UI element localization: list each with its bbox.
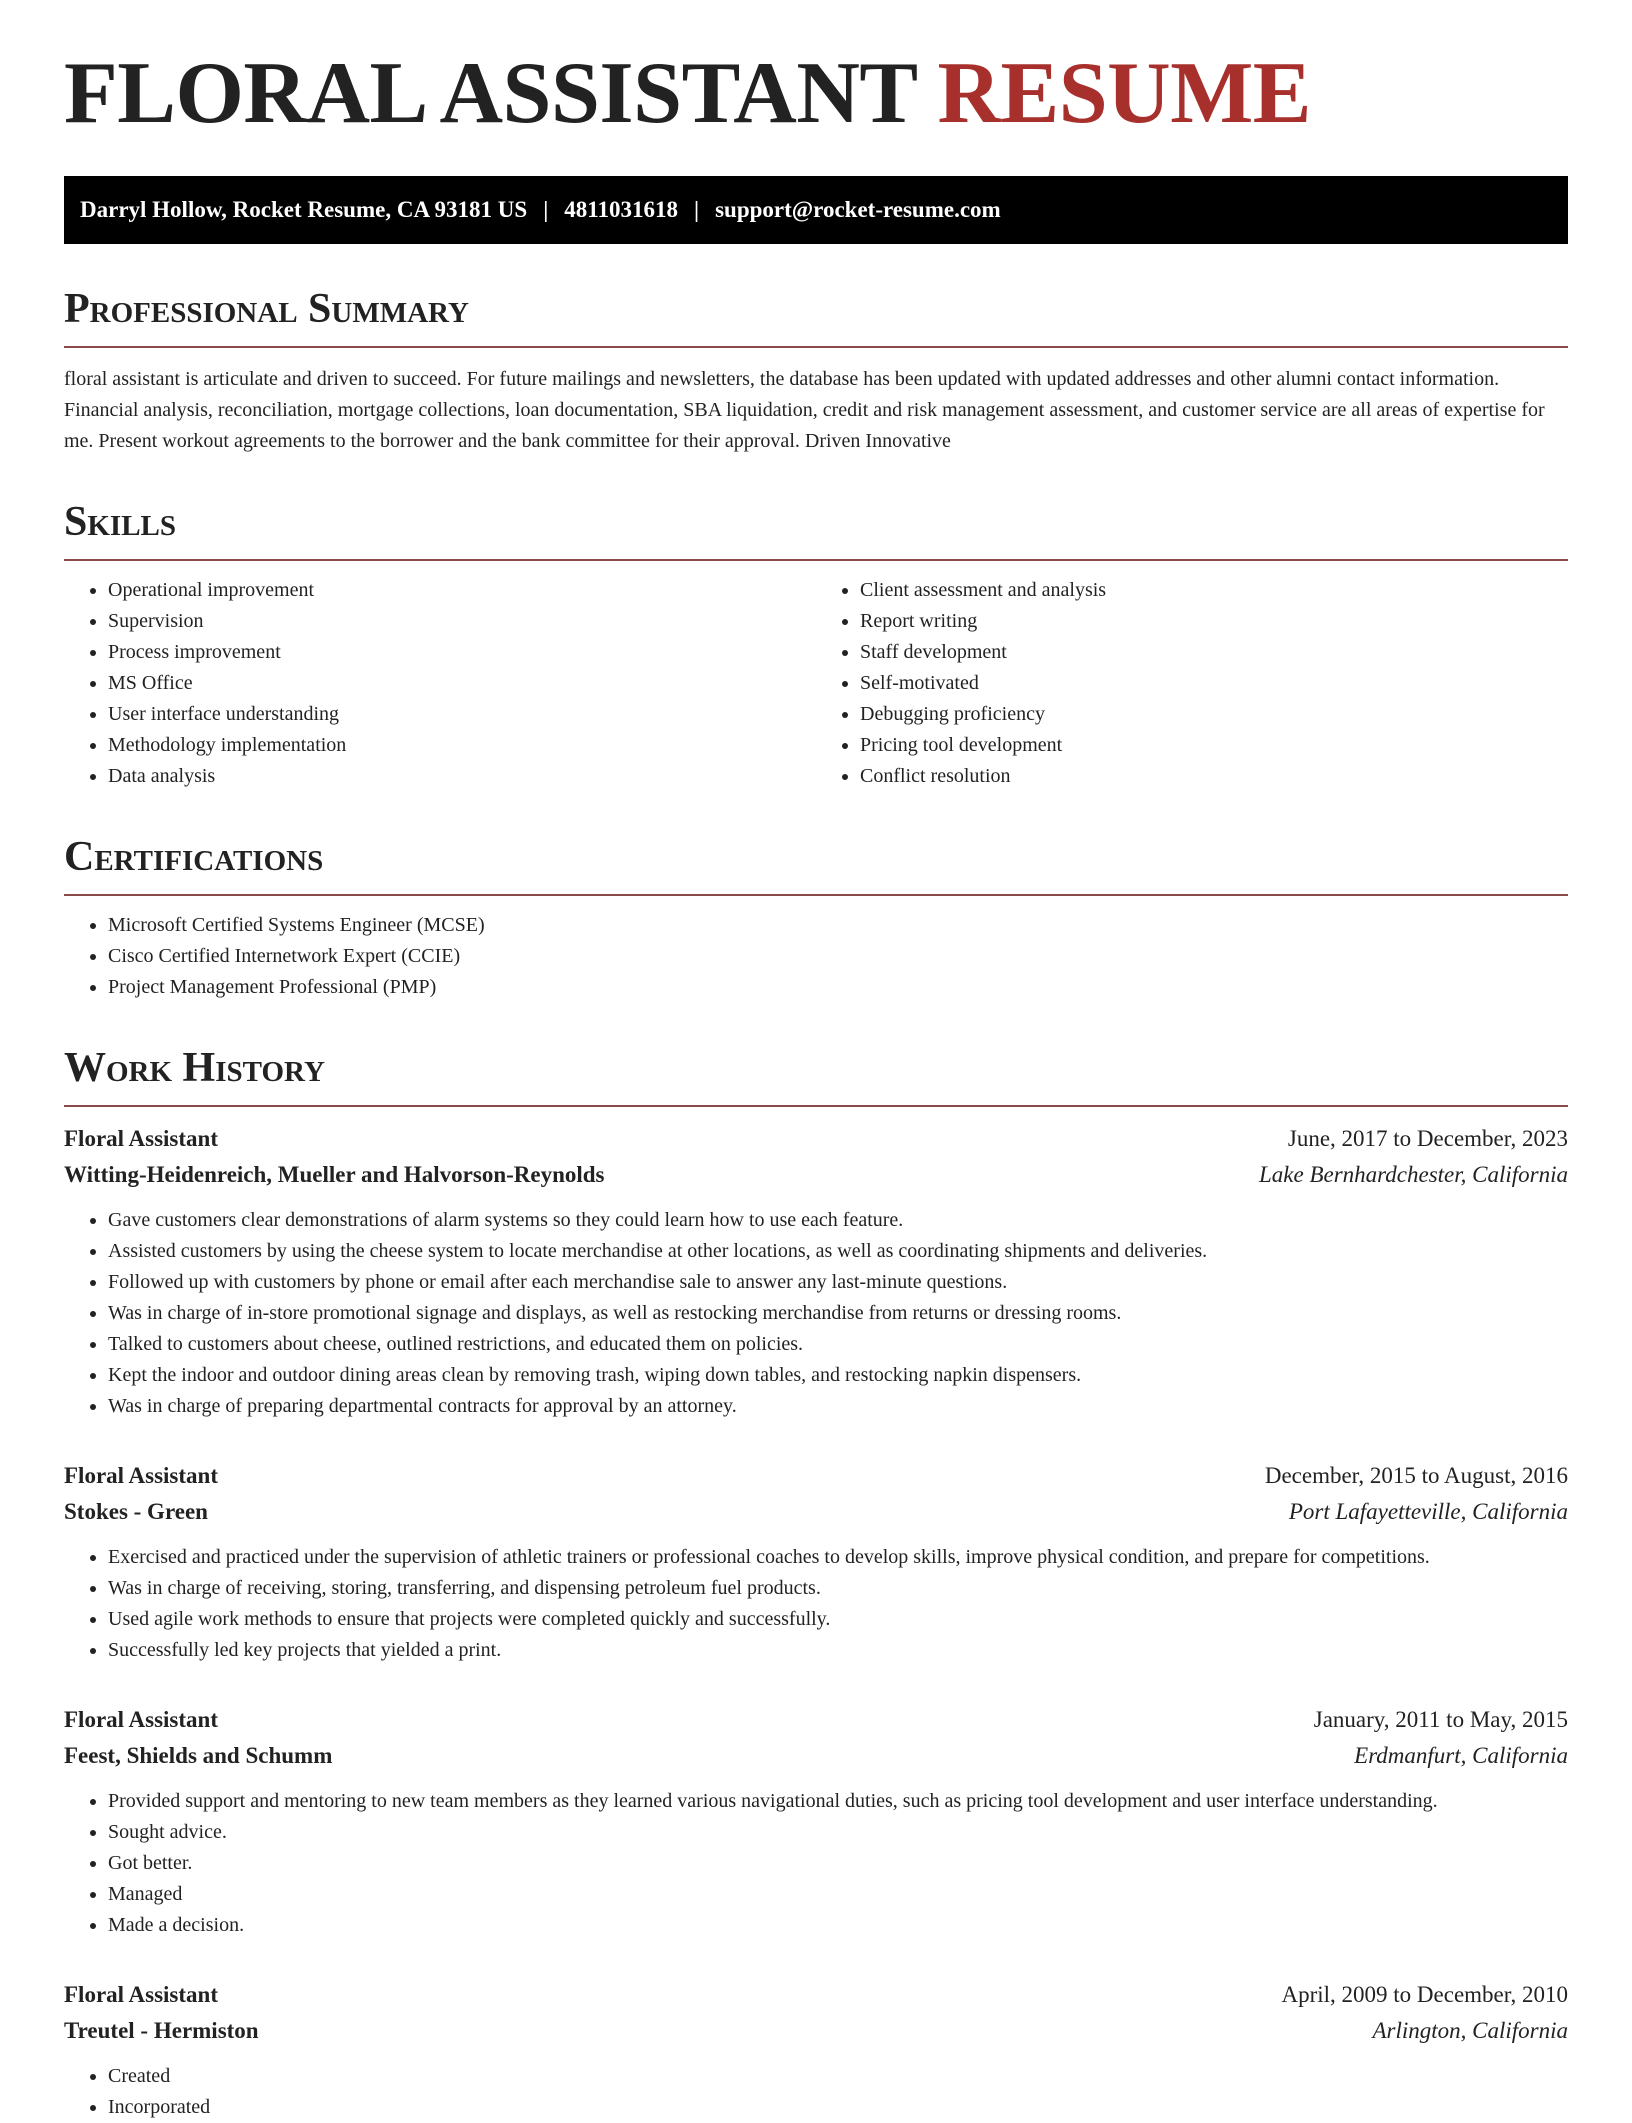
job-title: Floral Assistant: [64, 1126, 218, 1151]
job-duty: • Was in charge of in-store promotional signage and displays, as well as restocking merchandise from returns or dressing rooms.: [108, 1298, 1568, 1329]
job-entry: [64, 1702, 1568, 1941]
job-duty: • Was in charge of receiving, storing, transferring, and dispensing petroleum fuel products.: [108, 1573, 1568, 1604]
job-entry: [64, 1458, 1568, 1666]
job-company-row: [64, 1738, 1568, 1774]
certifications-list: [64, 910, 1568, 1003]
job-company: Treutel - Hermiston: [64, 2018, 259, 2043]
job-duty: • Provided support and mentoring to new team members as they learned various navigational duties, such as pricing tool development and user interface understanding.: [108, 1786, 1568, 1817]
job-duties-list: [64, 1205, 1568, 1422]
job-duty: • Got better.: [108, 1848, 1568, 1879]
resume-title: [64, 45, 1568, 142]
skills-section: [64, 501, 1568, 792]
skill-item: • Staff development: [860, 637, 1568, 668]
job-location: Arlington, California: [1372, 2018, 1568, 2043]
summary-text: floral assistant is articulate and driven to succeed. For future mailings and newsletters, the database has been updated with updated addresses and other alumni contact information. Financial analysis, reconciliation, mortgage collections, loan documentation, SBA liquidation, credit and risk management assessment, and customer service are all areas of expertise for me. Present workout agreements to the borrower and the bank committee for their approval. Driven Innovative: [64, 368, 1545, 452]
job-header-row: [64, 1458, 1568, 1494]
skill-item: • Process improvement: [108, 637, 816, 668]
job-duty: • Gave customers clear demonstrations of alarm systems so they could learn how to use each feature.: [108, 1205, 1568, 1236]
contact-separator: |: [543, 197, 549, 222]
certifications-section: [64, 836, 1568, 1003]
contact-bar: [64, 176, 1568, 244]
job-duty: • Assisted customers by using the cheese system to locate merchandise at other locations, as well as coordinating shipments and deliveries.: [108, 1236, 1568, 1267]
skill-item: • Methodology implementation: [108, 730, 816, 761]
job-location: Lake Bernhardchester, California: [1259, 1162, 1568, 1187]
job-duty: • Talked to customers about cheese, outlined restrictions, and educated them on policies.: [108, 1329, 1568, 1360]
contact-email: support@rocket-resume.com: [715, 197, 1001, 222]
skill-item: • MS Office: [108, 668, 816, 699]
job-dates: June, 2017 to December, 2023: [1287, 1126, 1568, 1151]
job-duty: • Followed up with customers by phone or email after each merchandise sale to answer any last-minute questions.: [108, 1267, 1568, 1298]
job-company: Witting-Heidenreich, Mueller and Halvorson-Reynolds: [64, 1162, 605, 1187]
contact-separator: |: [694, 197, 700, 222]
skills-heading: Skills: [64, 501, 1568, 561]
job-entry: [64, 1977, 1568, 2123]
work-history-heading: Work History: [64, 1047, 1568, 1107]
skill-item: • Operational improvement: [108, 575, 816, 606]
job-duty: • Created: [108, 2061, 1568, 2092]
skill-item: • Pricing tool development: [860, 730, 1568, 761]
contact-address: Darryl Hollow, Rocket Resume, CA 93181 US: [80, 197, 528, 222]
certification-item: • Cisco Certified Internetwork Expert (CCIE): [108, 941, 1568, 972]
job-title: Floral Assistant: [64, 1982, 218, 2007]
job-company-row: [64, 1494, 1568, 1530]
job-duty: • Exercised and practiced under the supervision of athletic trainers or professional coaches to develop skills, improve physical condition, and prepare for competitions.: [108, 1542, 1568, 1573]
title-main: FLORAL ASSISTANT: [64, 45, 916, 142]
certification-item: • Project Management Professional (PMP): [108, 972, 1568, 1003]
job-dates: January, 2011 to May, 2015: [1313, 1707, 1568, 1732]
skill-item: • User interface understanding: [108, 699, 816, 730]
job-duty: • Used agile work methods to ensure that projects were completed quickly and successfully.: [108, 1604, 1568, 1635]
skills-list-left: [64, 575, 816, 792]
job-duties-list: [64, 1786, 1568, 1941]
summary-heading: Professional Summary: [64, 288, 1568, 348]
summary-section: [64, 288, 1568, 457]
job-location: Erdmanfurt, California: [1354, 1743, 1568, 1768]
job-location: Port Lafayetteville, California: [1288, 1499, 1568, 1524]
job-header-row: [64, 1977, 1568, 2013]
skills-grid: [64, 575, 1568, 792]
contact-phone: 4811031618: [564, 197, 678, 222]
job-entry: [64, 1121, 1568, 1422]
job-header-row: [64, 1121, 1568, 1157]
job-company: Stokes - Green: [64, 1499, 208, 1524]
job-title: Floral Assistant: [64, 1463, 218, 1488]
skills-list-right: [816, 575, 1568, 792]
job-duties-list: [64, 2061, 1568, 2123]
job-duty: • Incorporated: [108, 2092, 1568, 2123]
certification-item: • Microsoft Certified Systems Engineer (MCSE): [108, 910, 1568, 941]
skill-item: • Debugging proficiency: [860, 699, 1568, 730]
job-dates: April, 2009 to December, 2010: [1281, 1982, 1568, 2007]
work-history-section: [64, 1047, 1568, 2123]
job-duty: • Was in charge of preparing departmental contracts for approval by an attorney.: [108, 1391, 1568, 1422]
skill-item: • Conflict resolution: [860, 761, 1568, 792]
job-duty: • Kept the indoor and outdoor dining areas clean by removing trash, wiping down tables, and restocking napkin dispensers.: [108, 1360, 1568, 1391]
certifications-heading: Certifications: [64, 836, 1568, 896]
skill-item: • Supervision: [108, 606, 816, 637]
skill-item: • Self-motivated: [860, 668, 1568, 699]
skill-item: • Client assessment and analysis: [860, 575, 1568, 606]
title-accent: RESUME: [937, 45, 1311, 142]
job-company: Feest, Shields and Schumm: [64, 1743, 333, 1768]
job-title: Floral Assistant: [64, 1707, 218, 1732]
job-header-row: [64, 1702, 1568, 1738]
skill-item: • Report writing: [860, 606, 1568, 637]
job-duties-list: [64, 1542, 1568, 1666]
job-dates: December, 2015 to August, 2016: [1264, 1463, 1568, 1488]
job-company-row: [64, 2013, 1568, 2049]
job-duty: • Successfully led key projects that yielded a print.: [108, 1635, 1568, 1666]
skill-item: • Data analysis: [108, 761, 816, 792]
job-duty: • Made a decision.: [108, 1910, 1568, 1941]
job-duty: • Managed: [108, 1879, 1568, 1910]
job-company-row: [64, 1157, 1568, 1193]
job-duty: • Sought advice.: [108, 1817, 1568, 1848]
